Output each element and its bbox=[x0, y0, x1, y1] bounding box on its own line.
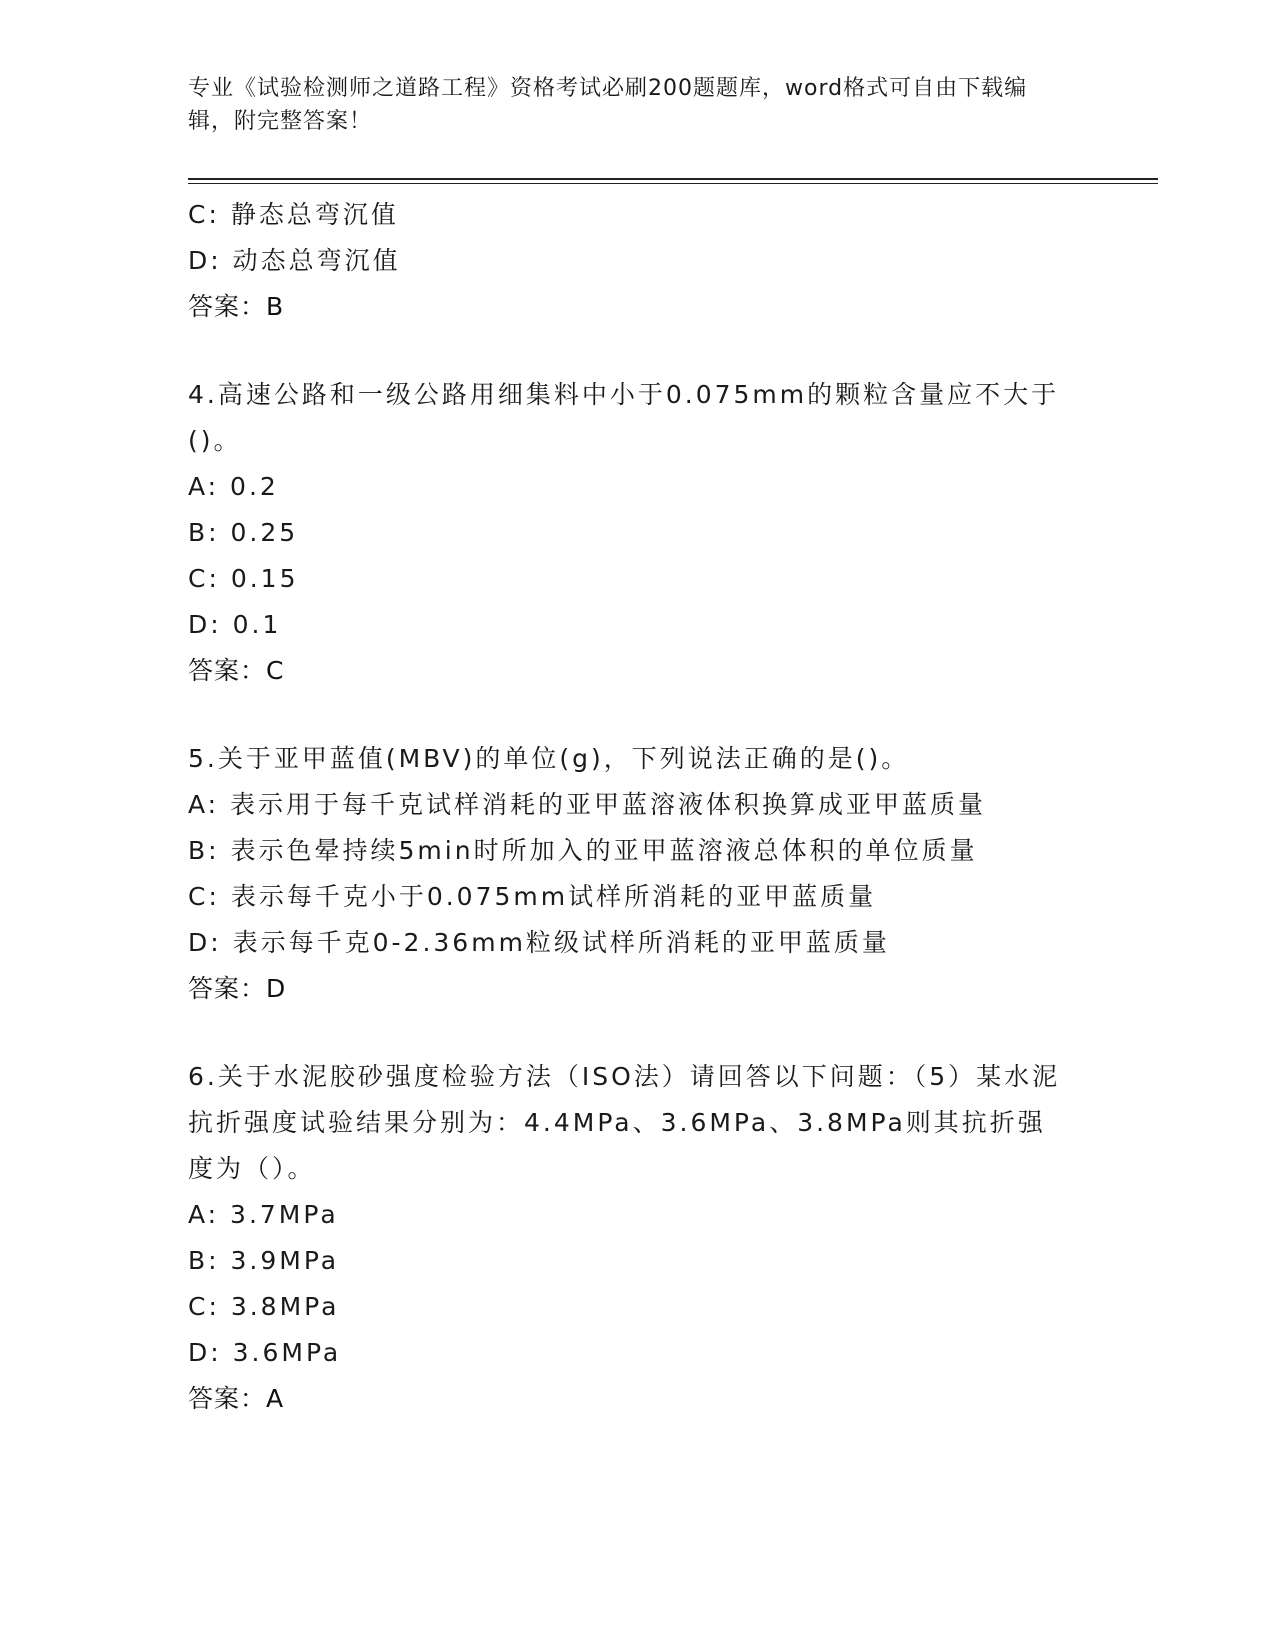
answer: 答案：C bbox=[188, 656, 285, 685]
option-a: A: 3.7MPa bbox=[188, 1200, 339, 1229]
option-c: C: 0.15 bbox=[188, 564, 299, 593]
option-c: C: 3.8MPa bbox=[188, 1292, 340, 1321]
option-d: D: 0.1 bbox=[188, 610, 282, 639]
option-b: B: 0.25 bbox=[188, 518, 299, 547]
option-b: B: 表示色晕持续5min时所加入的亚甲蓝溶液总体积的单位质量 bbox=[188, 836, 978, 865]
question-3-tail bbox=[188, 192, 1158, 330]
document-header: 专业《试验检测师之道路工程》资格考试必刷200题题库，word格式可自由下载编辑，附完整答案！ bbox=[188, 76, 1028, 134]
question-stem: 5.关于亚甲蓝值(MBV)的单位(g)，下列说法正确的是()。 bbox=[188, 744, 910, 773]
option-b: B: 3.9MPa bbox=[188, 1246, 340, 1275]
divider-thick-line bbox=[188, 178, 1158, 180]
document-page bbox=[188, 72, 1158, 1422]
option-a: A: 0.2 bbox=[188, 472, 279, 501]
question-list bbox=[188, 192, 1158, 1422]
option-d: D: 3.6MPa bbox=[188, 1338, 342, 1367]
option-a: A: 表示用于每千克试样消耗的亚甲蓝溶液体积换算成亚甲蓝质量 bbox=[188, 790, 987, 819]
answer: 答案：D bbox=[188, 974, 287, 1003]
option-c: C: 静态总弯沉值 bbox=[188, 200, 399, 229]
question-5 bbox=[188, 736, 1158, 1012]
option-d: D: 动态总弯沉值 bbox=[188, 246, 401, 275]
question-4 bbox=[188, 372, 1158, 694]
question-stem: 6.关于水泥胶砂强度检验方法（ISO法）请回答以下问题：（5）某水泥抗折强度试验结果分别为：4.4MPa、3.6MPa、3.8MPa则其抗折强度为（）。 bbox=[188, 1062, 1061, 1183]
question-6 bbox=[188, 1054, 1158, 1422]
option-d: D: 表示每千克0-2.36mm粒级试样所消耗的亚甲蓝质量 bbox=[188, 928, 890, 957]
option-c: C: 表示每千克小于0.075mm试样所消耗的亚甲蓝质量 bbox=[188, 882, 877, 911]
answer: 答案：A bbox=[188, 1384, 285, 1413]
header-divider bbox=[188, 178, 1158, 184]
answer: 答案：B bbox=[188, 292, 285, 321]
question-stem: 4.高速公路和一级公路用细集料中小于0.075mm的颗粒含量应不大于()。 bbox=[188, 380, 1060, 455]
divider-thin-line bbox=[188, 183, 1158, 184]
